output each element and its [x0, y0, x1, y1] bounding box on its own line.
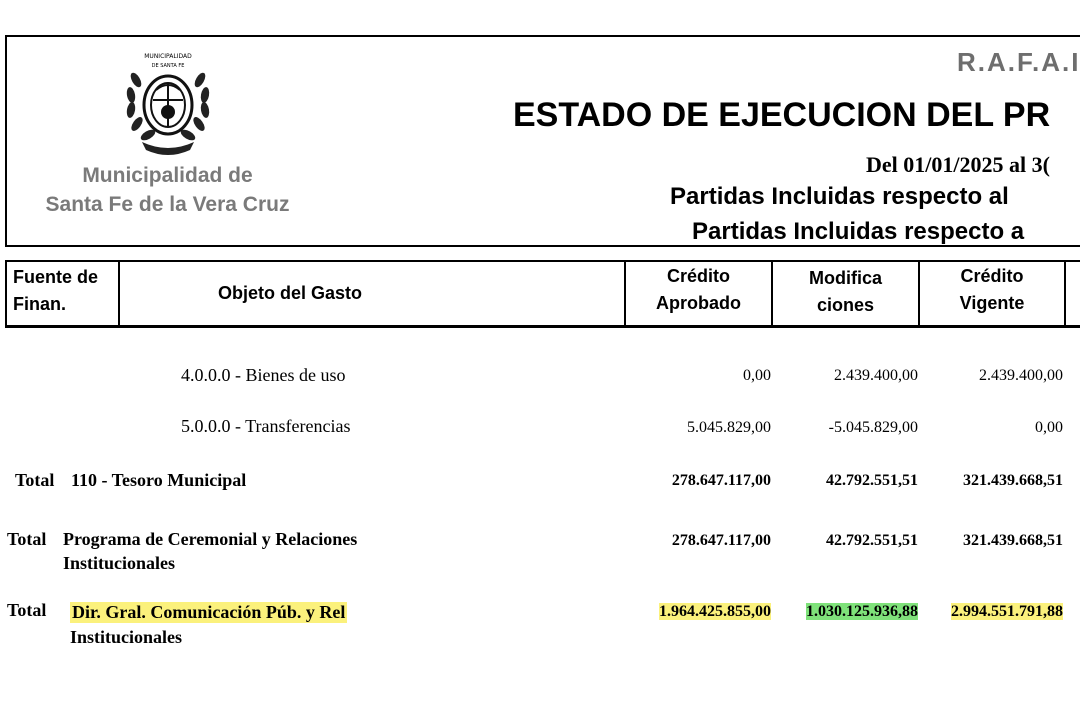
column-header-fuente: Fuente de Finan.: [13, 267, 99, 314]
cell-credito-vigente: 2.439.400,00: [979, 367, 1063, 384]
total-prefix: Total: [7, 600, 47, 620]
total-modificaciones-highlighted: 1.030.125.936,88: [806, 603, 918, 620]
report-subtitle-1: Partidas Incluidas respecto al: [670, 183, 1009, 210]
column-header-credito-aprobado: Crédito Aprobado: [656, 266, 741, 313]
total-label-line1: Programa de Ceremonial y Relaciones: [63, 529, 358, 549]
total-label-line2: Institucionales: [63, 553, 176, 573]
cell-credito-aprobado: 5.045.829,00: [687, 419, 771, 436]
total-label-line2: Institucionales: [70, 627, 183, 647]
report-subtitle-2: Partidas Incluidas respecto a: [692, 218, 1025, 245]
column-divider: [1064, 260, 1066, 328]
column-header-credito-vigente: Crédito Vigente: [959, 266, 1025, 313]
total-credito-aprobado-cell: [624, 603, 771, 621]
cell-credito-vigente: 0,00: [1035, 419, 1063, 436]
cell-modificaciones: -5.045.829,00: [828, 419, 918, 436]
seal-text-top: MUNICIPALIDAD: [144, 53, 192, 60]
total-credito-aprobado: 278.647.117,00: [671, 532, 771, 549]
total-modificaciones-cell: [771, 603, 918, 621]
total-label: 110 - Tesoro Municipal: [71, 470, 247, 490]
cell-modificaciones: 2.439.400,00: [834, 367, 918, 384]
report-period: Del 01/01/2025 al 3(: [866, 152, 1050, 177]
total-credito-aprobado: 278.647.117,00: [671, 472, 771, 489]
total-credito-aprobado-highlighted: 1.964.425.855,00: [659, 603, 771, 620]
row-label: 4.0.0.0 - Bienes de uso: [181, 365, 346, 385]
total-label-line1-highlighted: Dir. Gral. Comunicación Púb. y Rel: [72, 602, 346, 622]
cell-credito-aprobado: 0,00: [743, 367, 771, 384]
row-label: 5.0.0.0 - Transferencias: [181, 416, 351, 436]
municipal-seal-logo: [122, 50, 214, 158]
municipality-name-line1: Municipalidad de: [82, 164, 253, 187]
total-prefix: Total: [15, 470, 55, 490]
total-modificaciones: 42.792.551,51: [826, 472, 918, 489]
total-credito-vigente-highlighted: 2.994.551.791,88: [951, 603, 1063, 620]
system-name: R.A.F.A.I: [957, 47, 1080, 77]
report-title: ESTADO DE EJECUCION DEL PR: [513, 96, 1051, 134]
column-header-modificaciones: Modifica ciones: [808, 268, 882, 315]
total-modificaciones: 42.792.551,51: [826, 532, 918, 549]
seal-text-bottom: DE SANTA FE: [151, 63, 185, 69]
total-credito-vigente: 321.439.668,51: [963, 532, 1063, 549]
total-credito-vigente: 321.439.668,51: [963, 472, 1063, 489]
column-header-objeto: Objeto del Gasto: [217, 283, 363, 303]
total-credito-vigente-cell: [918, 603, 1063, 621]
municipality-name-line2: Santa Fe de la Vera Cruz: [45, 193, 290, 216]
total-prefix: Total: [7, 529, 47, 549]
